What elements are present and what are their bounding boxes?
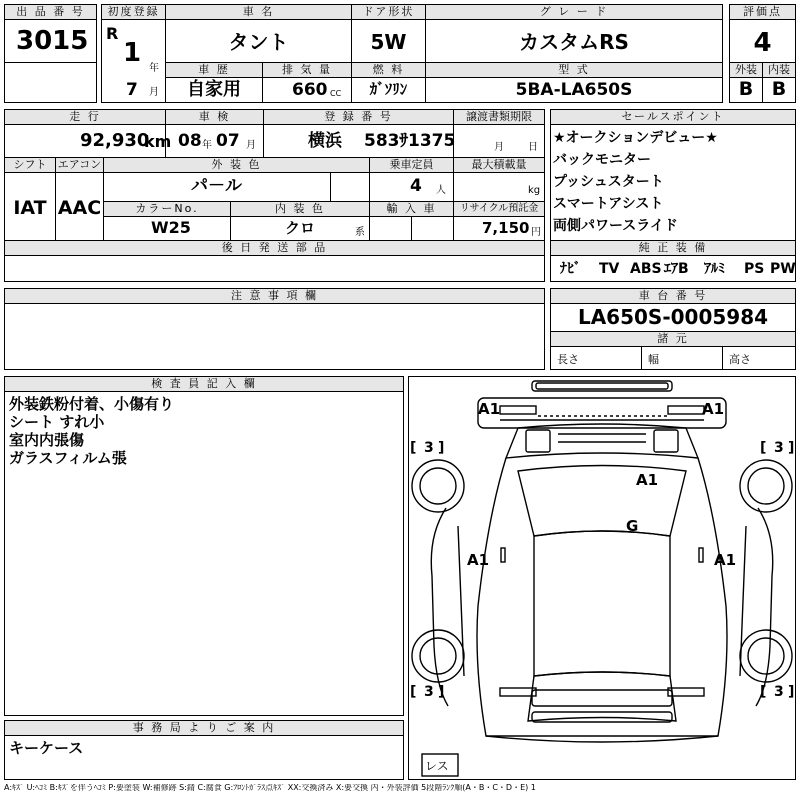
- era-mark: R: [106, 24, 119, 43]
- plate-number: 583ｻ1375: [364, 131, 456, 151]
- mileage: 92,930: [80, 130, 150, 151]
- damage-roof-glass: G: [626, 517, 639, 535]
- model-code: 5BA-LA650S: [515, 80, 633, 100]
- first-reg-label: 初度登録: [101, 4, 166, 20]
- tire-front-right: 3: [774, 440, 784, 456]
- equip-item: TV: [599, 261, 620, 277]
- damage-side-left: A1: [467, 551, 490, 569]
- color-number: W25: [151, 218, 191, 237]
- damage-front-right: A1: [702, 400, 725, 418]
- equip-item: ﾅﾋﾞ: [560, 261, 581, 277]
- plate-region: 横浜: [308, 131, 342, 151]
- displacement: 660: [292, 80, 328, 100]
- spare-tire-mark: レス: [425, 759, 449, 773]
- sales-point: スマートアシスト: [553, 196, 664, 212]
- shift-type: IAT: [13, 197, 47, 219]
- damage-front-left: A1: [478, 400, 501, 418]
- inspection-month: 07: [216, 131, 240, 151]
- damage-side-right: A1: [714, 551, 737, 569]
- score: 4: [753, 28, 772, 58]
- exterior-color: パ－ル: [191, 176, 242, 196]
- capacity: 4: [410, 176, 422, 196]
- lot-number-label: 出 品 番 号: [4, 4, 97, 20]
- car-history: 自家用: [187, 79, 241, 100]
- legend: A:ｷｽﾞ U:ﾍｺﾐ B:ｷｽﾞを伴うﾍｺﾐ P:要塗装 W:補修跡 S:錆 C:腐食 G:ﾌﾛﾝﾄｶﾞﾗｽ点ｷｽﾞ XX:交換済み X:要交換 内・外装評価 5段階ﾗﾝｸ順(A・B・C・D・E) 1: [4, 784, 536, 792]
- fuel: ｶﾞｿﾘﾝ: [369, 80, 408, 98]
- office-note: キーケース: [9, 739, 84, 757]
- chassis-number: LA650S-0005984: [577, 305, 769, 329]
- door-type: 5W: [370, 30, 407, 54]
- sales-points-label: セールスポイント: [550, 109, 796, 125]
- first-reg-year: 1: [123, 38, 142, 68]
- interior-color: クロ: [284, 219, 315, 237]
- first-reg-month: 7: [126, 80, 138, 100]
- equip-item: ｴｱB: [664, 261, 689, 277]
- inspection-year: 08: [178, 131, 202, 151]
- lot-number: 3015: [16, 26, 89, 56]
- sales-point: 両側パワースライド: [553, 218, 678, 234]
- inspector-note: 室内内張傷: [9, 431, 85, 449]
- car-name: タント: [228, 30, 289, 54]
- sales-point: ★オークションデビュー★: [553, 130, 718, 146]
- sales-point: バックモニター: [553, 152, 651, 168]
- grade-label: グ レ ー ド: [425, 4, 723, 20]
- equip-item: ABS: [630, 261, 662, 277]
- equip-item: PW: [770, 261, 796, 277]
- inspector-note: ガラスフィルム張: [9, 449, 127, 467]
- later-parts-box: [4, 255, 545, 282]
- recycle-fee: 7,150: [482, 219, 530, 237]
- inspector-note: 外装鉄粉付着、小傷有り: [9, 395, 175, 413]
- tire-front-left: 3: [424, 440, 434, 456]
- car-name-label: 車 名: [165, 4, 352, 20]
- car-damage-diagram: [408, 376, 796, 780]
- damage-roof: A1: [636, 471, 659, 489]
- sales-point: プッシュスタート: [553, 174, 664, 190]
- interior-grade: B: [771, 78, 787, 100]
- door-label: ドア形状: [351, 4, 426, 20]
- equip-item: PS: [744, 261, 765, 277]
- grade: カスタムRS: [519, 30, 629, 54]
- aircon-type: AAC: [57, 197, 102, 219]
- score-label: 評価点: [729, 4, 796, 20]
- equip-item: ｱﾙﾐ: [704, 261, 725, 277]
- inspector-note: シート すれ小: [9, 413, 105, 431]
- exterior-grade: B: [738, 78, 754, 100]
- tire-rear-left: 3: [424, 684, 434, 700]
- tire-rear-right: 3: [774, 684, 784, 700]
- cautions-box: [4, 303, 545, 370]
